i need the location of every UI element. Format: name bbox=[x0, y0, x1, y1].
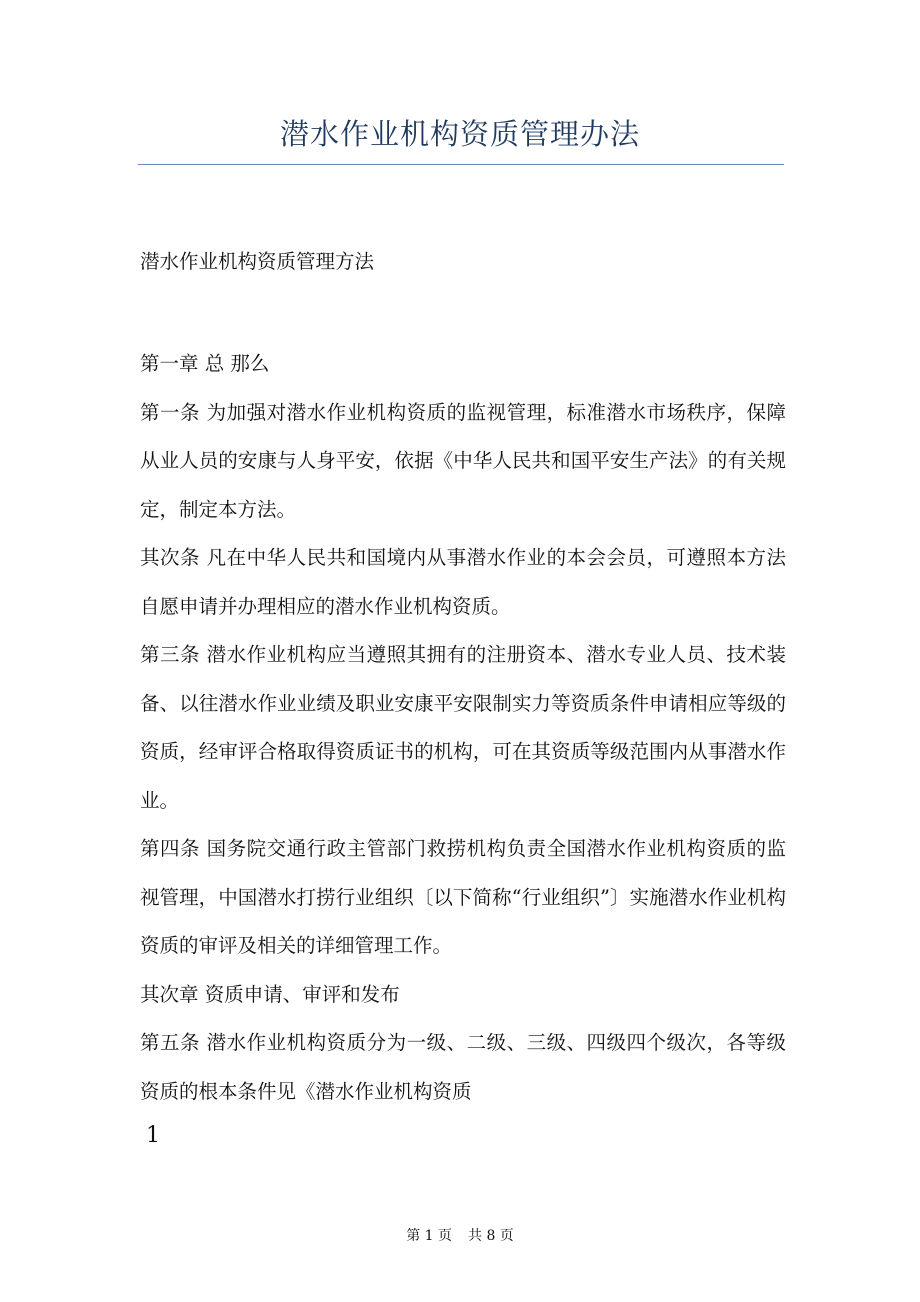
footer-total-pages: 共 8 页 bbox=[468, 1228, 514, 1244]
page-title: 潜水作业机构资质管理办法 bbox=[279, 117, 640, 151]
article-paragraph: 第一条 为加强对潜水作业机构资质的监视管理，标准潜水市场秩序，保障从业人员的安康与人身平安，依据《中华人民共和国平安生产法》的有关规定，制定本方法。 bbox=[140, 400, 786, 521]
chapter-heading: 第一章 总 那么 bbox=[140, 352, 270, 375]
article-paragraph: 其次条 凡在中华人民共和国境内从事潜水作业的本会会员，可遵照本方法自愿申请并办理相应的潜水作业机构资质。 bbox=[140, 546, 786, 618]
page-footer bbox=[0, 1224, 920, 1248]
footer-page-number: 第 1 页 bbox=[406, 1228, 452, 1244]
document-subtitle: 潜水作业机构资质管理方法 bbox=[140, 250, 375, 273]
page-marker: 1 bbox=[146, 1123, 160, 1148]
document-body bbox=[140, 240, 786, 1116]
article-paragraph: 第五条 潜水作业机构资质分为一级、二级、三级、四级四个级次，各等级资质的根本条件见《潜水作业机构资质 bbox=[140, 1031, 786, 1103]
article-paragraph: 第三条 潜水作业机构应当遵照其拥有的注册资本、潜水专业人员、技术装备、以往潜水作业业绩及职业安康平安限制实力等资质条件申请相应等级的资质，经审评合格取得资质证书的机构，可在其资质等级范围内从事潜水作业。 bbox=[140, 643, 786, 812]
article-paragraph: 第四条 国务院交通行政主管部门救捞机构负责全国潜水作业机构资质的监视管理，中国潜水打捞行业组织〔以下简称“行业组织”〕实施潜水作业机构资质的审评及相关的详细管理工作。 bbox=[140, 837, 786, 957]
chapter-heading: 其次章 资质申请、审评和发布 bbox=[140, 982, 400, 1006]
title-divider bbox=[138, 164, 784, 165]
